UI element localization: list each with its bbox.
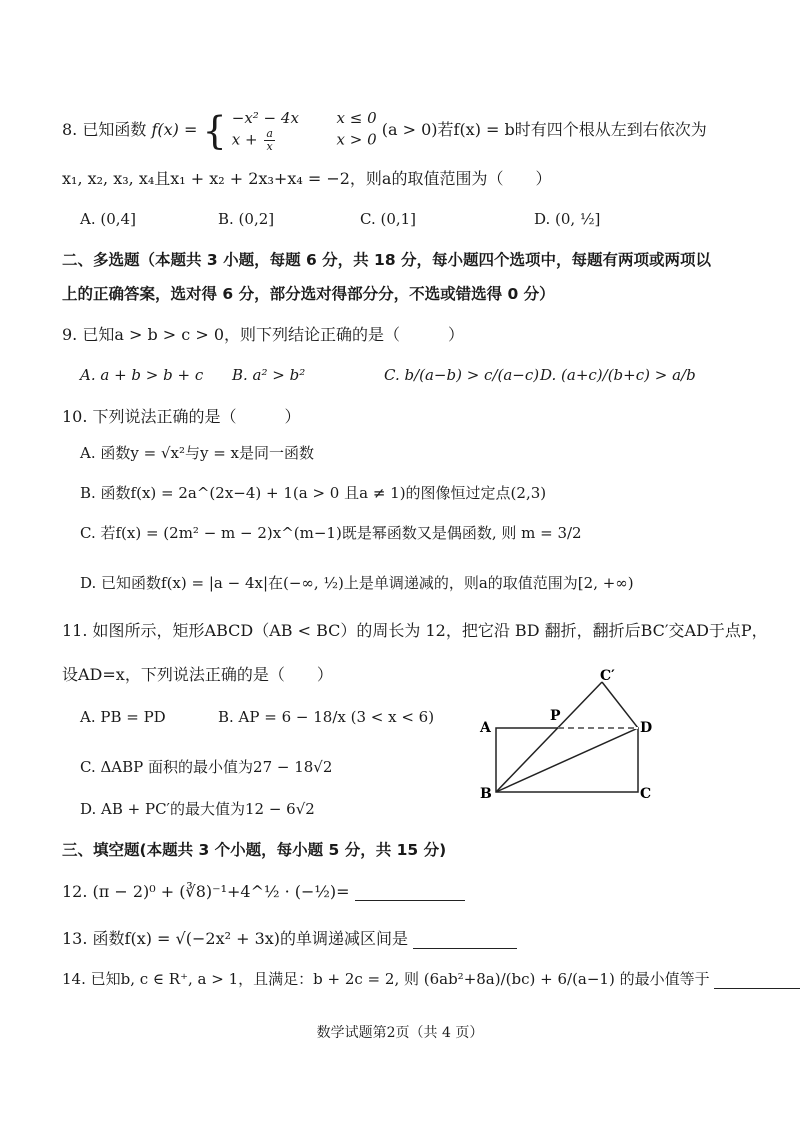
label-c-prime: C′: [600, 668, 615, 684]
label-c: C: [640, 786, 652, 802]
q11-option-c: C. ΔABP 面积的最小值为27 − 18√2: [80, 758, 333, 776]
q10-stem: 10. 下列说法正确的是（ ）: [62, 407, 301, 426]
q13-line: [62, 926, 517, 949]
folded-edge-c-prime-d: [602, 682, 638, 728]
q8-case1-expr: −x² − 4x: [231, 109, 299, 127]
q12-answer-blank[interactable]: [355, 882, 465, 901]
q10-option-d: D. 已知函数f(x) = |a − 4x|在(−∞, ½)上是单调递减的，则a的取值范围为[2, +∞): [80, 574, 634, 592]
q8-option-c: C. (0,1]: [360, 210, 417, 228]
page-footer: 数学试题第2页（共 4 页）: [316, 1025, 484, 1041]
label-p: P: [550, 708, 561, 724]
q8-prefix: 8. 已知函数: [62, 120, 147, 139]
q8-line1: [62, 108, 707, 153]
q11-option-d: D. AB + PC′的最大值为12 − 6√2: [80, 800, 315, 818]
section2-header-line2: 上的正确答案，选对得 6 分，部分选对得部分分，不选或错选得 0 分）: [62, 285, 555, 303]
q14-answer-blank[interactable]: [714, 970, 800, 989]
q14-text: 14. 已知b, c ∈ R⁺, a > 1，且满足：b + 2c = 2, 则 (6ab²+8a)/(bc) + 6/(a−1) 的最小值等于: [62, 970, 710, 988]
q8-brace: {: [202, 108, 227, 153]
q8-fx: f(x) =: [151, 120, 198, 139]
q9-option-b: B. a² > b²: [232, 366, 306, 384]
section3-header: 三、填空题(本题共 3 个小题，每小题 5 分，共 15 分): [62, 841, 447, 859]
q8-case2-frac: $\frac{a}{x}$: [266, 127, 273, 153]
q10-option-b: B. 函数f(x) = 2a^(2x−4) + 1(a > 0 且a ≠ 1)的图像恒过定点(2,3): [80, 484, 547, 502]
q9-option-d: D. (a+c)/(b+c) > a/b: [540, 366, 696, 384]
label-b: B: [480, 786, 492, 802]
q8-option-b: B. (0,2]: [218, 210, 275, 228]
label-d: D: [640, 720, 653, 736]
q14-line: [62, 968, 800, 989]
section2-header-line1: 二、多选题（本题共 3 小题，每题 6 分，共 18 分，每小题四个选项中，每题有两项或两项以: [62, 251, 712, 269]
q8-case2-cond: x > 0: [336, 130, 377, 149]
diagonal-bd: [496, 728, 638, 792]
q10-option-a: A. 函数y = √x²与y = x是同一函数: [80, 444, 315, 462]
q8-suffix: (a > 0)若f(x) = b时有四个根从左到右依次为: [381, 120, 707, 139]
q8-line2: x₁, x₂, x₃, x₄且x₁ + x₂ + 2x₃+x₄ = −2，则a的取值范围为（ ）: [62, 169, 552, 188]
q13-text: 13. 函数f(x) = √(−2x² + 3x)的单调递减区间是: [62, 929, 409, 948]
q13-answer-blank[interactable]: [413, 930, 517, 949]
label-a: A: [480, 720, 491, 736]
q11-line2: 设AD=x，下列说法正确的是（ ）: [62, 665, 333, 684]
q8-case1-cond: x ≤ 0: [336, 109, 377, 127]
q11-rectangle-figure: [470, 668, 670, 808]
q8-option-a: A. (0,4]: [80, 210, 136, 228]
q8-case2-expr: x + $\frac{a}{x}$: [231, 127, 273, 153]
q10-option-c: C. 若f(x) = (2m² − m − 2)x^(m−1)既是幂函数又是偶函数, 则 m = 3/2: [80, 524, 582, 542]
q9-option-a: A. a + b > b + c: [80, 366, 204, 384]
q12-text: 12. (π − 2)⁰ + (∛8)⁻¹+4^½ · (−½)=: [62, 882, 350, 901]
q12-line: [62, 882, 465, 901]
q8-option-d: D. (0, ½]: [534, 210, 601, 228]
q11-option-b: B. AP = 6 − 18/x (3 < x < 6): [218, 708, 435, 726]
folded-edge-bc-prime: [496, 682, 602, 792]
q11-option-a: A. PB = PD: [80, 708, 166, 726]
q8-cases: [232, 108, 377, 153]
q9-stem: 9. 已知a > b > c > 0，则下列结论正确的是（ ）: [62, 325, 465, 344]
q11-line1: 11. 如图所示，矩形ABCD（AB < BC）的周长为 12，把它沿 BD 翻折，翻折后BC′交AD于点P，: [62, 621, 768, 640]
q9-option-c: C. b/(a−b) > c/(a−c): [384, 366, 540, 384]
